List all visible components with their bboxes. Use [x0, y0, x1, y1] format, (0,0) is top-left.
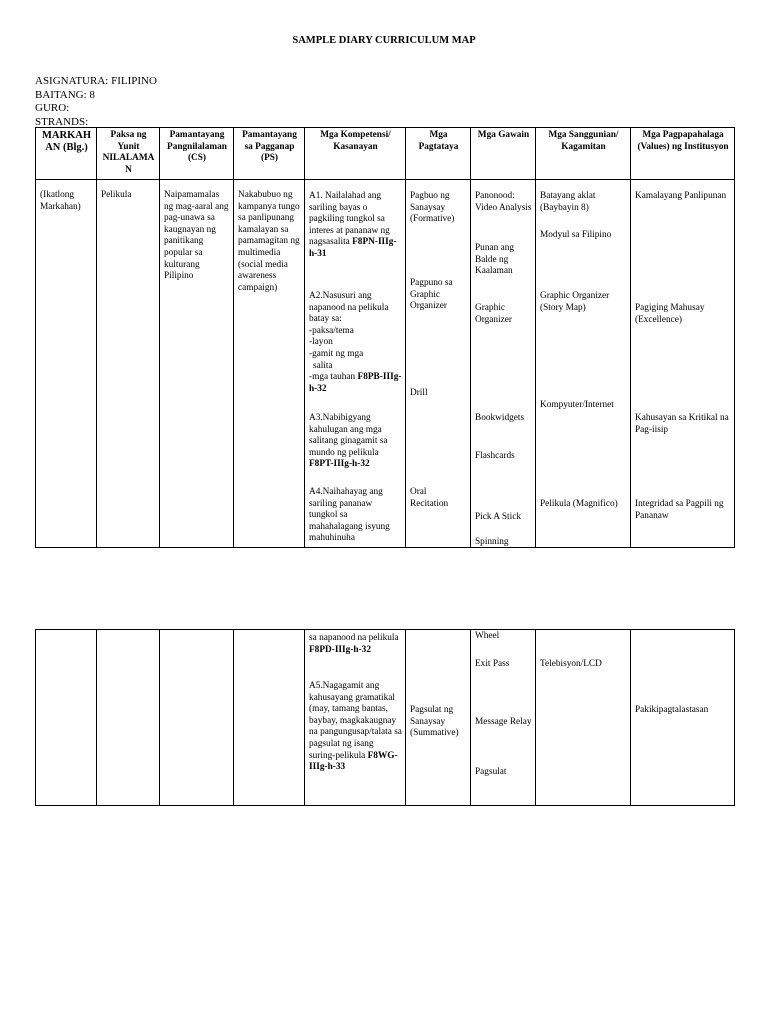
meta-baitang: BAITANG: 8	[35, 88, 95, 101]
curriculum-map-table	[35, 127, 735, 548]
cell-gawain-cont	[471, 630, 536, 806]
value-2: Pagiging Mahusay (Excellence)	[635, 303, 705, 325]
value-5: Pakikipagtalastasan	[635, 705, 709, 715]
cell-pagpapahalaga-cont	[631, 630, 735, 806]
curriculum-map-table-continued	[35, 629, 735, 806]
gawain-6: Pick A Stick	[475, 512, 521, 522]
code-a2: F8PB-IIIg-h-32	[309, 372, 402, 394]
kompetensi-a5: A5.Nagagamit ang kahusayang gramatikal (may, tamang bantas, baybay, magkakaugnay na pangungusap/talata sa pagsulat ng isang suring-pelikula F8WG-IIIg-h-33	[309, 681, 402, 773]
sanggunian-4: Kompyuter/Internet	[540, 400, 614, 410]
header-paksa: Paksa ng Yunit NILALAMAN	[97, 128, 160, 180]
cell-markahan-cont	[36, 630, 97, 806]
code-a3: F8PT-IIIg-h-32	[309, 459, 370, 470]
pagtataya-2: Pagpuno sa Graphic Organizer	[410, 278, 453, 312]
header-cs: Pamantayang Pangnilalaman (CS)	[160, 128, 234, 180]
cell-pagtataya	[406, 180, 471, 548]
cell-paksa: Pelikula	[97, 180, 160, 548]
sanggunian-6: Telebisyon/LCD	[540, 659, 602, 669]
cell-ps: Nakabubuo ng kampanya tungo sa panlipunang kamalayan sa pamamagitan ng multimedia (social media awareness campaign)	[234, 180, 305, 548]
gawain-1: Panonood: Video Analysis	[475, 191, 532, 213]
kompetensi-a4-cont: sa napanood na pelikula F8PD-IIIg-h-32	[309, 633, 399, 655]
gawain-3: Graphic Organizer	[475, 303, 512, 325]
header-markahan: MARKAHAN (Blg.)	[36, 128, 97, 180]
gawain-4: Bookwidgets	[475, 413, 525, 423]
value-1: Kamalayang Panlipunan	[635, 191, 727, 201]
pagtataya-4: Oral Recitation	[410, 487, 449, 509]
cell-sanggunian-cont	[536, 630, 631, 806]
header-gawain: Mga Gawain	[471, 128, 536, 180]
header-pagpapahalaga: Mga Pagpapahalaga (Values) ng Institusyon	[631, 128, 735, 180]
cell-markahan: (Ikatlong Markahan)	[36, 180, 97, 548]
code-a4: F8PD-IIIg-h-32	[309, 644, 371, 655]
gawain-7: Spinning	[475, 537, 509, 547]
header-kompetensi: Mga Kompetensi/ Kasanayan	[305, 128, 406, 180]
header-ps: Pamantayang sa Pagganap (PS)	[234, 128, 305, 180]
meta-strands: STRANDS:	[35, 115, 89, 128]
document-meta	[35, 75, 157, 129]
meta-asignatura: ASIGNATURA: FILIPINO	[35, 75, 157, 87]
sanggunian-3: Graphic Organizer (Story Map)	[540, 291, 610, 313]
pagtataya-3: Drill	[410, 388, 428, 398]
document-title: SAMPLE DIARY CURRICULUM MAP	[292, 35, 476, 46]
header-row	[36, 128, 735, 180]
gawain-2: Punan ang Balde ng Kaalaman	[475, 243, 514, 277]
gawain-10: Message Relay	[475, 717, 532, 727]
gawain-5: Flashcards	[475, 451, 515, 461]
kompetensi-a4: A4.Naihahayag ang sariling pananaw tungkol sa mahahalagang isyung mahuhinuha	[309, 487, 390, 544]
header-sanggunian: Mga Sanggunian/ Kagamitan	[536, 128, 631, 180]
gawain-8: Wheel	[475, 631, 500, 641]
cell-gawain	[471, 180, 536, 548]
cell-pagtataya-cont	[406, 630, 471, 806]
cell-cs: Naipamamalas ng mag-aaral ang pag-unawa sa kaugnayan ng panitikang popular sa kulturang Pilipino	[160, 180, 234, 548]
pagtataya-5: Pagsulat ng Sanaysay (Summative)	[410, 705, 459, 739]
gawain-9: Exit Pass	[475, 659, 510, 669]
value-4: Integridad sa Pagpili ng Pananaw	[635, 499, 724, 521]
cell-pagpapahalaga	[631, 180, 735, 548]
header-pagtataya: Mga Pagtataya	[406, 128, 471, 180]
table-row	[36, 180, 735, 548]
code-a1: F8PN-IIIg-h-31	[309, 237, 397, 259]
sanggunian-5: Pelikula (Magnifico)	[540, 499, 618, 509]
sanggunian-2: Modyul sa Filipino	[540, 230, 612, 240]
kompetensi-a2: A2.Nasusuri ang napanood na pelikula batay sa: -paksa/tema -layon -gamit ng mga salita -mga tauhan F8PB-IIIg-h-32	[309, 291, 402, 394]
cell-cs-cont	[160, 630, 234, 806]
sanggunian-1: Batayang aklat (Baybayin 8)	[540, 191, 596, 213]
table-row	[36, 630, 735, 806]
code-a5: F8WG-IIIg-h-33	[309, 750, 398, 773]
kompetensi-a3: A3.Nabibigyang kahulugan ang mga salitang ginagamit sa mundo ng pelikula F8PT-IIIg-h-32	[309, 413, 388, 470]
cell-paksa-cont	[97, 630, 160, 806]
cell-ps-cont	[234, 630, 305, 806]
cell-kompetensi	[305, 180, 406, 548]
pagtataya-1: Pagbuo ng Sanaysay (Formative)	[410, 191, 455, 225]
meta-guro: GURO:	[35, 102, 70, 114]
cell-kompetensi-cont	[305, 630, 406, 806]
cell-sanggunian	[536, 180, 631, 548]
value-3: Kahusayan sa Kritikal na Pag-iisip	[635, 413, 729, 435]
kompetensi-a1: A1. Nailalahad ang sariling bayas o pagkiling tungkol sa interes at pananaw ng nagsasalita F8PN-IIIg-h-31	[309, 191, 397, 259]
gawain-11: Pagsulat	[475, 767, 507, 777]
